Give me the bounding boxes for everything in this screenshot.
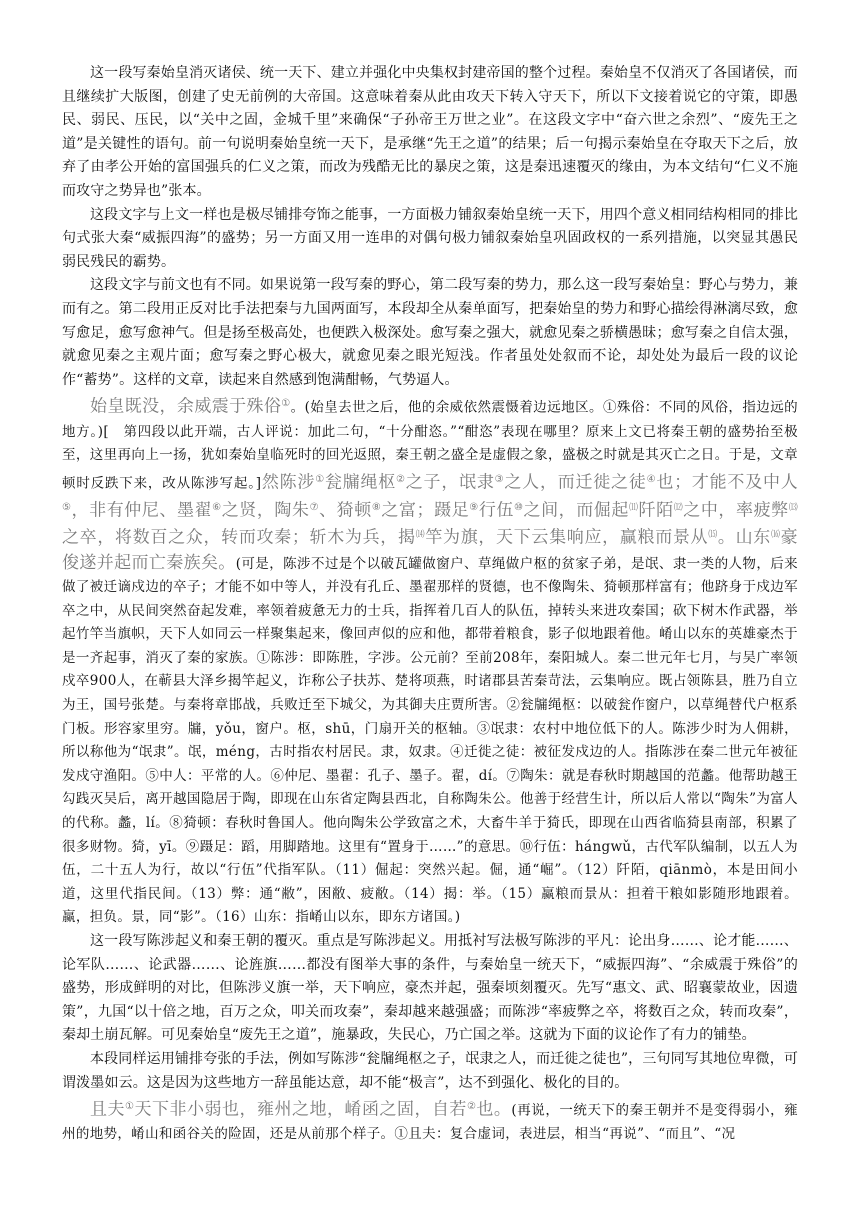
footnote-marker: ④ — [646, 473, 657, 485]
original-text: 始皇既没，余威震于殊俗 — [90, 396, 282, 417]
footnote-marker: ⑿ — [673, 503, 684, 513]
original-text: 之中，率疲弊 — [683, 500, 789, 521]
annotated-passage-4 — [62, 392, 798, 930]
original-text: 之富；蹑足 — [381, 500, 470, 521]
original-text: 之卒，将数百之众，转而攻秦；斩木为兵，揭 — [62, 527, 416, 548]
original-text: 瓮牖绳枢 — [324, 472, 397, 493]
footnote-marker: ⒂ — [708, 530, 718, 541]
commentary-paragraph-3: 这段文字与前文也有不同。如果说第一段写秦的野心，第二段写秦的势力，那么这一段写秦始皇：野心与势力，兼而有之。第二段用正反对比手法把秦与九国两面写，本段却全从秦单面写，把秦始皇的势力和野心描绘得淋漓尽致，愈写愈足，愈写愈神气。但是扬至极高处，也便跌入极深处。愈写秦之强大，就愈见秦之骄横愚昧；愈写秦之自信太强，就愈见秦之主观片面；愈写秦之野心极大，就愈见秦之眼光短浅。作者虽处处叙而不论，却处处为最后一段的议论作“蓄势”。这样的文章，读起来自然感到饱满酣畅，气势逼人。 — [62, 277, 798, 388]
footnote-marker: ⑦ — [309, 502, 320, 513]
footnote-marker: ⑥ — [212, 502, 222, 513]
original-text: 天下非小弱也，雍州之地，崤函之固，自若 — [134, 1099, 467, 1120]
footnote-marker: ② — [396, 473, 406, 485]
footnote-marker: ⑨ — [469, 502, 479, 513]
original-text: 。山东 — [717, 527, 771, 548]
footnote-marker: ⒀ — [788, 503, 798, 513]
footnote-marker: ① — [281, 398, 291, 410]
original-text: 也；才能不及中人 — [656, 472, 798, 493]
commentary-paragraph-2: 这段文字与上文一样也是极尽铺排夸饰之能事，一方面极力铺叙秦始皇统一天下，用四个意义相同结构相同的排比句式张大秦“威振四海”的盛势；另一方面又用一连串的对偶句极力铺叙秦始皇巩固政权的一系列措施，以突显其愚民弱民残民的霸势。 — [62, 206, 798, 270]
original-text: 、猗顿 — [319, 500, 372, 521]
commentary-paragraph-1: 这一段写秦始皇消灭诸侯、统一天下、建立并强化中央集权封建帝国的整个过程。秦始皇不仅消灭了各国诸侯，而且继续扩大版图，创建了史无前例的大帝国。这意味着秦从此由攻天下转入守天下，所以下文接着说它的守策，即愚民、弱民、压民，以“关中之固，金城千里”来确保“子孙帝王万世之业”。在这段文字中“奋六世之余烈”、“废先王之道”是关键性的语句。前一句说明秦始皇统一天下，是承继“先王之道”的结果；后一句揭示秦始皇在夺取天下之后，放弃了由孝公开始的富国强兵的仁义之策，而改为残酷无比的暴戾之策，这是秦迅速覆灭的缘由，为本文结句“仁义不施而攻守之势异也”张本。 — [62, 65, 798, 199]
original-text: 也。 — [476, 1099, 512, 1120]
original-text: 行伍 — [478, 500, 514, 521]
footnote-marker: ① — [125, 1101, 135, 1113]
original-text: 之子，氓隶 — [405, 472, 495, 493]
original-text: 竿为旗，天下云集响应，赢粮而景从 — [425, 527, 709, 548]
footnote-marker: ⑾ — [628, 503, 639, 513]
translation-and-notes: (再说，一统天下的秦王朝并不是变得弱小，雍州的地势，崤山和函谷关的险固，还是从前那个样子。①且夫：复合虚词，表进层，相当“再说”、“而且”、“况 — [62, 1102, 798, 1143]
original-text: 阡陌 — [638, 500, 674, 521]
translation-and-notes: (可是，陈涉不过是个以破瓦罐做窗户、草绳做户枢的贫家子弟，是氓、隶一类的人物，后来做了被迁谪戍边的卒子；才能不如中等人，并没有孔丘、墨翟那样的贤德，也不像陶朱、猗顿那样富有；他跻身于戍边军卒之中，从民间突然奋起发难，率领着疲惫无力的士兵，指挥着几百人的队伍，掉转头来进攻秦国；砍下树木作武器，举起竹竿当旗帜，天下人如同云一样聚集起来，像回声似的应和他，都带着粮食，影子似地跟着他。崤山以东的英雄豪杰于是一齐起事，消灭了秦的家族。①陈涉：即陈胜，字涉。公元前？至前208年，秦阳城人。秦二世元年七月，与吴广率领戍卒900人，在蕲县大泽乡揭竿起义，诈称公子扶苏、楚将项燕，时诸郡县苦秦苛法，云集响应。既占领陈县，胜乃自立为王，国号张楚。与秦将章邯战，兵败迁至下城父，为其御夫庄贾所害。②瓮牖绳枢：以破瓮作窗户，以草绳替代户枢系门板。形容家里穷。牖，yǒu，窗户。枢，shū，门扇开关的枢轴。③氓隶：农村中地位低下的人。陈涉少时为人佣耕，所以称他为“氓隶”。氓，méng，古时指农村居民。隶，奴隶。④迁徙之徒：被征发戍边的人。指陈涉在秦二世元年被征发戍守渔阳。⑤中人：平常的人。⑥仲尼、墨翟：孔子、墨子。翟，dí。⑦陶朱：就是春秋时期越国的范蠡。他帮助越王勾践灭吴后，离开越国隐居于陶，即现在山东省定陶县西北，自称陶朱公。他善于经营生计，所以后人常以“陶朱”为富人的代称。蠡，lí。⑧猗顿：春秋时鲁国人。他向陶朱公学致富之术，大畜牛羊于猗氏，即现在山西省临猗县南部，积累了很多财物。猗，yī。⑨蹑足：蹈，用脚踏地。这里有“置身于……”的意思。⑩行伍：hángwǔ，古代军队编制，以五人为伍，二十五人为行，故以“行伍”代指军队。（11）倔起：突然兴起。倔，通“崛”。（12）阡陌，qiānmò，本是田间小道，这里代指民间。（13）弊：通“敝”，困敝、疲敝。（14）揭：举。（15）赢粮而景从：担着干粮如影随形地跟着。赢，担负。景，同“影”。（16）山东：指崤山以东，即东方诸国。) — [62, 555, 798, 926]
commentary-paragraph-4: 这一段写陈涉起义和秦王朝的覆灭。重点是写陈涉起义。用抵衬写法极写陈涉的平凡：论出身……、论才能……、论军队……、论武器……、论旌旗……都没有图举大事的条件，与秦始皇一统天下，“威振四海”、“余威震于殊俗”的盛势，形成鲜明的对比，但陈涉义旗一举，天下响应，豪杰并起，强秦顷刻覆灭。先写“惠文、武、昭襄蒙故业，因遗策”，九国“以十倍之地，百万之众，叩关而攻秦”，秦却越来越强盛；而陈涉“率疲弊之卒，将数百之众，转而攻秦”，秦却土崩瓦解。可见秦始皇“废先王之道”，施暴政，失民心，乃亡国之举。这就为下面的议论作了有力的铺垫。 — [62, 933, 798, 1044]
original-text: 然陈涉 — [261, 472, 316, 493]
footnote-marker: ⒁ — [415, 530, 426, 541]
footnote-marker: ⒃ — [770, 530, 781, 541]
original-text: 之人，而迁徙之徒 — [504, 472, 647, 493]
document-page — [62, 62, 798, 1208]
translation-and-notes: 。(始皇去世之后，他的余威依然震慑着边远地区。①殊俗：不同的风俗，指边远的地方。)[ 第四段以此开端，古人评说：加此二句，“十分酣恣。”“酣恣”表现在哪里？原来上文已将秦王朝的盛势抬至极至，这里再向上一扬，犹如秦始皇临死时的回光返照，秦王朝之盛全是虚假之象，盛极之时就是其灭亡之日。于是，文章顿时反跌下来，改从陈涉写起。] — [62, 399, 798, 492]
original-text: ，非有仲尼、墨翟 — [71, 500, 213, 521]
footnote-marker: ① — [315, 473, 325, 485]
footnote-marker: ⑩ — [513, 502, 524, 513]
original-text: 之贤，陶朱 — [221, 500, 310, 521]
footnote-marker: ③ — [494, 473, 505, 485]
original-text: 之间，而倔起 — [523, 500, 629, 521]
commentary-paragraph-5: 本段同样运用铺排夸张的手法，例如写陈涉“瓮牖绳枢之子，氓隶之人，而迁徙之徒也”，三句同写其地位卑微，可谓泼墨如云。这是因为这些地方一辞虽能达意，却不能“极言”，达不到强化、极化的目的。 — [62, 1050, 798, 1091]
footnote-marker: ② — [466, 1101, 477, 1113]
footnote-marker: ⑤ — [62, 502, 72, 513]
original-text: 豪俊遂并起而亡秦族矣。 — [62, 527, 798, 573]
footnote-marker: ⑧ — [371, 502, 382, 513]
original-text: 且夫 — [90, 1099, 125, 1120]
annotated-passage-5 — [62, 1095, 798, 1147]
